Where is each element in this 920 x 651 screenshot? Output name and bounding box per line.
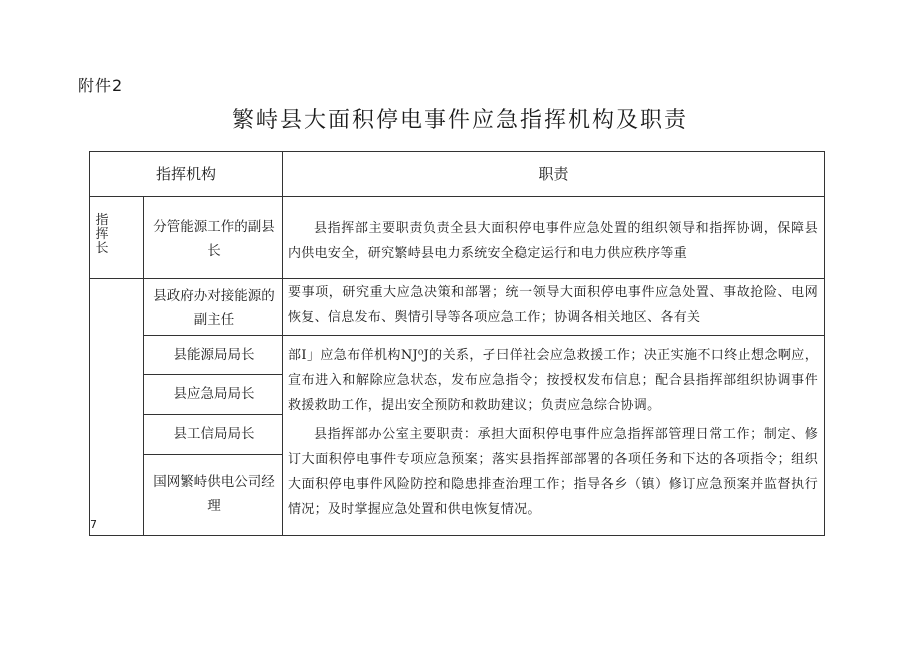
header-duty: 职责 [538, 165, 569, 183]
table-rule [143, 454, 283, 455]
table-rule [143, 335, 283, 336]
table-rule [282, 335, 824, 336]
duty-text: 县指挥部办公室主要职责：承担大面积停电事件应急指挥部管理日常工作；制定、修订大面积停电事件专项应急预案；落实县指挥部部署的各项任务和下达的各项指令；组织大面积停电事件风险防控和隐患排查治理工作；指导各乡（镇）修订应急预案并监督执行情况；及时掌握应急处置和供电恢复情况。 [288, 427, 818, 517]
table-rule [90, 196, 824, 197]
table-rule [90, 278, 824, 279]
group-label-commander: 指挥长 [95, 213, 109, 256]
attachment-label: 附件2 [78, 76, 124, 95]
org-cell: 县工信局局长 [173, 426, 255, 442]
table-rule [143, 414, 283, 415]
org-cell: 县能源局局长 [173, 347, 255, 363]
org-cell: 分管能源工作的副县长 [153, 219, 275, 259]
document-title: 繁峙县大面积停电事件应急指挥机构及职责 [231, 108, 688, 133]
table-rule [143, 196, 144, 535]
duty-text: 要事项，研究重大应急决策和部署；统一领导大面积停电事件应急处置、事故抢险、电网恢复、信息发布、舆情引导等各项应急工作；协调各相关地区、各有关 [288, 285, 818, 325]
org-cell: 国网繁峙供电公司经理 [153, 474, 275, 514]
table-rule [143, 374, 283, 375]
group-label-deputy: 7 [90, 518, 97, 531]
responsibility-table [89, 151, 825, 536]
duty-text: 县指挥部主要职责负责全县大面积停电事件应急处置的组织领导和指挥协调，保障县内供电安全，研究繁峙县电力系统安全稳定运行和电力供应秩序等重 [288, 221, 818, 261]
org-cell: 县政府办对接能源的副主任 [153, 288, 275, 328]
duty-text: 部I」应急布佯机构NJ⁰J的关系，孑曰佯社会应急救援工作；决正实施不口终止想念啊应，宣布进入和解除应急状态，发布应急指令；按授权发布信息；配合县指挥部组织协调事件救援救助工作，提出安全预防和救助建议；负责应急综合协调。 [288, 348, 818, 413]
table-rule [282, 152, 283, 535]
org-cell: 县应急局局长 [173, 386, 255, 402]
header-org: 指挥机构 [155, 165, 216, 183]
